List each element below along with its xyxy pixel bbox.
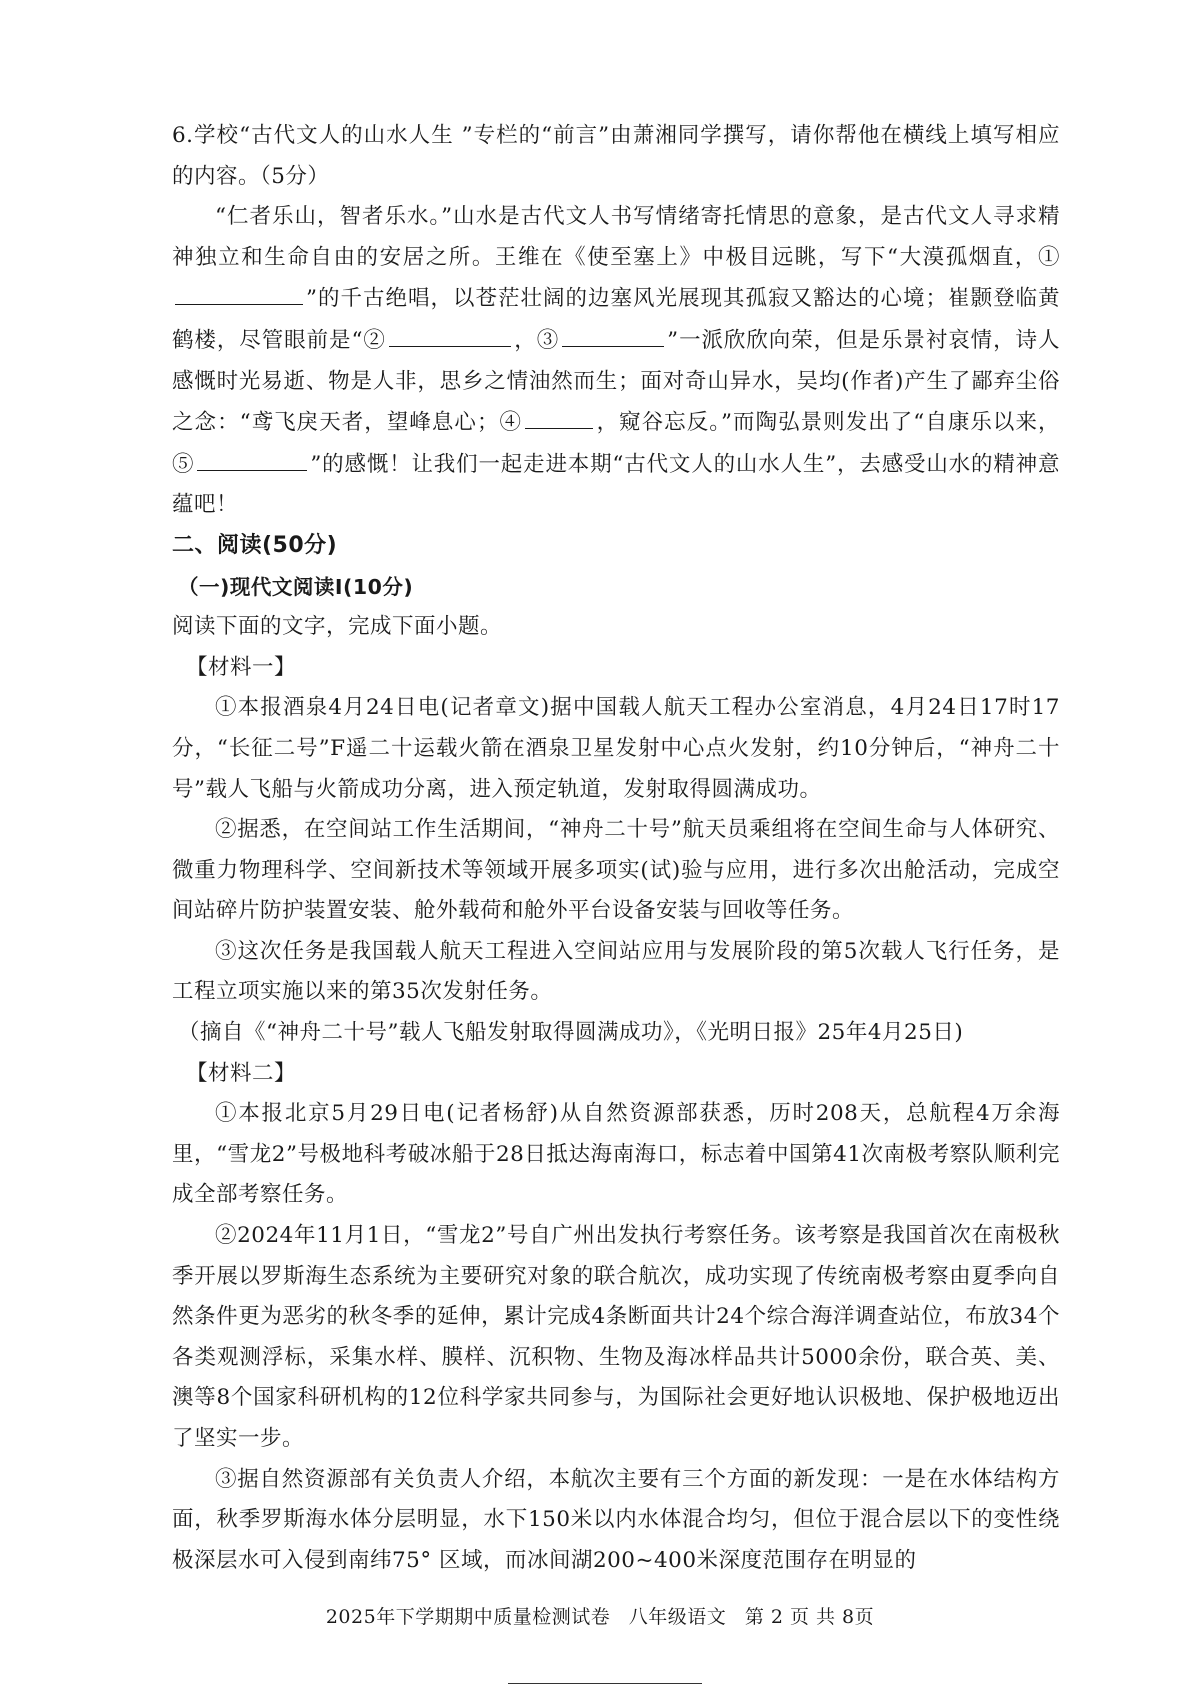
- passage-text-start: “仁者乐山，智者乐水。”山水是古代文人书写情绪寄托情思的意象，是古代文人寻求精神独立和生命自由的安居之所。王维在《使至塞上》中极目远眺，写下“大漠孤烟直，: [172, 204, 1060, 270]
- blank-marker-3: ③: [536, 327, 560, 353]
- footer-subject: 八年级语文: [628, 1606, 727, 1628]
- material-2-paragraph: ①本报北京5月29日电(记者杨舒)从自然资源部获悉，历时208天，总航程4万余海里，“雪龙2”号极地科考破冰船于28日抵达海南海口，标志着中国第41次南极考察队顺利完成全部考察任务。: [172, 1101, 1060, 1208]
- blank-marker-2: ②: [362, 327, 386, 353]
- blank-marker-4: ④: [498, 410, 523, 436]
- page-content: [172, 116, 1060, 1581]
- fill-blank-4[interactable]: [525, 402, 593, 429]
- fill-blank-1[interactable]: [175, 278, 303, 305]
- material-2-paragraph: ③据自然资源部有关负责人介绍，本航次主要有三个方面的新发现：一是在水体结构方面，秋季罗斯海水体分层明显，水下150米以内水体混合均匀，但位于混合层以下的变性绕极深层水可入侵到南纬75° 区域，而冰间湖200~400米深度范围存在明显的: [172, 1466, 1060, 1573]
- material-2-paragraph: ②2024年11月1日，“雪龙2”号自广州出发执行考察任务。该考察是我国首次在南极秋季开展以罗斯海生态系统为主要研究对象的联合航次，成功实现了传统南极考察由夏季向自然条件更为恶劣的秋冬季的延伸，累计完成4条断面共计24个综合海洋调查站位，布放34个各类观测浮标，采集水样、膜样、沉积物、生物及海冰样品共计5000余份，联合英、美、澳等8个国家科研机构的12位科学家共同参与，为国际社会更好地认识极地、保护极地迈出了坚实一步。: [172, 1223, 1060, 1451]
- material-1-paragraph: ①本报酒泉4月24日电(记者章文)据中国载人航天工程办公室消息，4月24日17时17分，“长征二号”F遥二十运载火箭在酒泉卫星发射中心点火发射，约10分钟后，“神舟二十号”载人飞船与火箭成功分离，进入预定轨道，发射取得圆满成功。: [172, 695, 1060, 802]
- material-1-paragraph: ③这次任务是我国载人航天工程进入空间站应用与发展阶段的第5次载人飞行任务，是工程立项实施以来的第35次发射任务。: [172, 938, 1060, 1005]
- material-1-source: （摘自《“神舟二十号”载人飞船发射取得圆满成功》，《光明日报》25年4月25日): [178, 1020, 964, 1046]
- passage-text-after-4: ，窥谷忘反。”而陶弘景则发出了“自康乐以来，: [596, 410, 1060, 436]
- blank-marker-1: ①: [1037, 244, 1060, 270]
- fill-blank-3[interactable]: [562, 320, 664, 347]
- passage-text-after-1: ”的千古绝唱，以苍茫壮阔的边塞风光展现其孤寂又豁达的心境；崔颢登临黄鹤楼，尽管眼前是“: [172, 286, 1060, 353]
- material-1-paragraph: ②据悉，在空间站工作生活期间，“神舟二十号”航天员乘组将在空间生命与人体研究、微重力物理科学、空间新技术等领域开展多项实(试)验与应用，进行多次出舱活动，完成空间站碎片防护装置安装、舱外载荷和舱外平台设备安装与回收等任务。: [172, 817, 1060, 924]
- fill-blank-2[interactable]: [389, 320, 511, 347]
- passage-text-end: ”的感慨！让我们一起走进本期“古代文人的山水人生”，去感受山水的精神意蕴吧！: [172, 451, 1060, 518]
- question-6-passage: [172, 197, 1060, 526]
- footer-page-number: 第 2 页 共 8页: [744, 1606, 875, 1628]
- passage-text-after-3: ”一派欣欣向荣，但是乐景衬哀情，诗人感慨时光易逝、物是人非，思乡之情油然而生；面对奇山异水，吴均(作者)产生了鄙弃尘俗之念：“鸢飞戾天者，望峰息心；: [172, 327, 1060, 436]
- section-2-title: 二、阅读(50分): [172, 532, 338, 558]
- bottom-divider: [508, 1683, 702, 1684]
- blank-marker-5: ⑤: [172, 451, 195, 477]
- fill-blank-5[interactable]: [197, 444, 307, 471]
- material-2-label: 【材料二】: [186, 1060, 297, 1086]
- question-6-prompt: 6.学校“古代文人的山水人生 ”专栏的“前言”由萧湘同学撰写，请你帮他在横线上填写相应的内容。（5分）: [172, 123, 1060, 189]
- footer-exam-name: 2025年下学期期中质量检测试卷: [325, 1606, 611, 1628]
- part-1-title: （一)现代文阅读Ⅰ(10分): [178, 574, 414, 599]
- reading-instruction: 阅读下面的文字，完成下面小题。: [172, 614, 503, 640]
- passage-separator: ，: [513, 327, 537, 353]
- page-footer: [0, 1602, 1200, 1629]
- material-1-label: 【材料一】: [186, 654, 297, 680]
